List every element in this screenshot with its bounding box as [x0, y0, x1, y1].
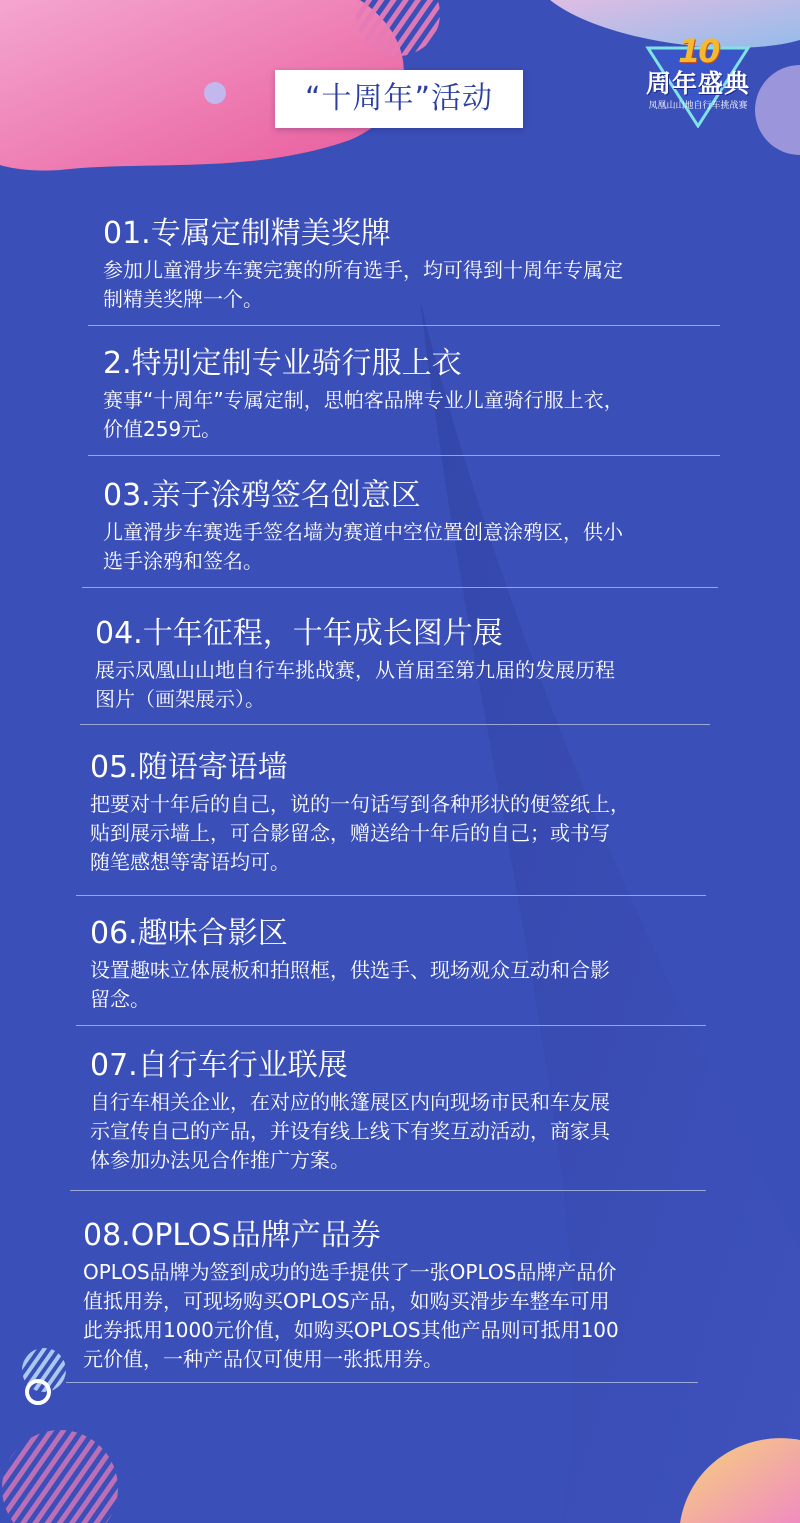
section-body-line: 制精美奖牌一个。: [103, 287, 263, 311]
section-body-line: 价值259元。: [103, 417, 222, 441]
section-04: [95, 615, 615, 714]
section-01: [103, 215, 623, 314]
section-body-line: 示宣传自己的产品，并设有线上线下有奖互动活动，商家具: [90, 1119, 610, 1143]
section-02: [103, 345, 624, 444]
divider: [76, 1025, 706, 1026]
section-heading: 07.自行车行业联展: [90, 1048, 348, 1083]
divider: [88, 455, 720, 456]
divider: [66, 1382, 698, 1383]
section-heading: 04.十年征程，十年成长图片展: [95, 616, 503, 651]
section-body: [95, 656, 615, 714]
section-body: [103, 256, 623, 314]
section-body-line: 自行车相关企业，在对应的帐篷展区内向现场市民和车友展: [90, 1090, 610, 1114]
section-body: [103, 386, 624, 444]
page-title: “十周年”活动: [275, 70, 523, 128]
divider: [82, 587, 718, 588]
section-heading: 06.趣味合影区: [90, 916, 288, 951]
section-body-line: OPLOS品牌为签到成功的选手提供了一张OPLOS品牌产品价: [83, 1260, 617, 1284]
section-body-line: 体参加办法见合作推广方案。: [90, 1148, 350, 1172]
section-body-line: 展示凤凰山山地自行车挑战赛，从首届至第九届的发展历程: [95, 658, 615, 682]
section-heading: 2.特别定制专业骑行服上衣: [103, 346, 462, 381]
section-body-line: 选手涂鸦和签名。: [103, 549, 263, 573]
section-06: [90, 915, 610, 1014]
divider: [80, 724, 710, 725]
section-07: [90, 1047, 610, 1175]
section-body: [103, 518, 623, 576]
section-heading: 08.OPLOS品牌产品券: [83, 1218, 381, 1253]
section-body-line: 参加儿童滑步车赛完赛的所有选手，均可得到十周年专属定: [103, 258, 623, 282]
section-body: [90, 956, 610, 1014]
section-body-line: 留念。: [90, 987, 150, 1011]
section-body-line: 随笔感想等寄语均可。: [90, 850, 290, 874]
logo-title: 周年盛典: [645, 69, 750, 98]
section-05: [90, 749, 630, 877]
divider: [88, 325, 720, 326]
section-body-line: 赛事“十周年”专属定制，思帕客品牌专业儿童骑行服上衣，: [103, 388, 624, 412]
section-heading: 03.亲子涂鸦签名创意区: [103, 478, 421, 513]
section-body-line: 设置趣味立体展板和拍照框，供选手、现场观众互动和合影: [90, 958, 610, 982]
section-body-line: 贴到展示墙上，可合影留念，赠送给十年后的自己；或书写: [90, 821, 610, 845]
section-body-line: 元价值，一种产品仅可使用一张抵用券。: [83, 1347, 443, 1371]
section-08: [83, 1217, 619, 1374]
section-03: [103, 477, 623, 576]
section-heading: 01.专属定制精美奖牌: [103, 216, 391, 251]
logo-subtitle: 凤凰山山地自行车挑战赛: [648, 101, 748, 111]
section-body: [90, 790, 630, 877]
section-body-line: 儿童滑步车赛选手签名墙为赛道中空位置创意涂鸦区，供小: [103, 520, 623, 544]
logo-number: 10: [678, 32, 719, 70]
anniversary-logo: [638, 28, 758, 128]
section-body-line: 值抵用券，可现场购买OPLOS产品，如购买滑步车整车可用: [83, 1289, 610, 1313]
section-heading: 05.随语寄语墙: [90, 750, 288, 785]
divider: [70, 1190, 706, 1191]
section-body-line: 此券抵用1000元价值，如购买OPLOS其他产品则可抵用100: [83, 1318, 619, 1342]
section-body: [83, 1258, 619, 1374]
section-body-line: 图片（画架展示）。: [95, 687, 265, 711]
divider: [76, 895, 706, 896]
section-body-line: 把要对十年后的自己，说的一句话写到各种形状的便签纸上，: [90, 792, 630, 816]
section-body: [90, 1088, 610, 1175]
